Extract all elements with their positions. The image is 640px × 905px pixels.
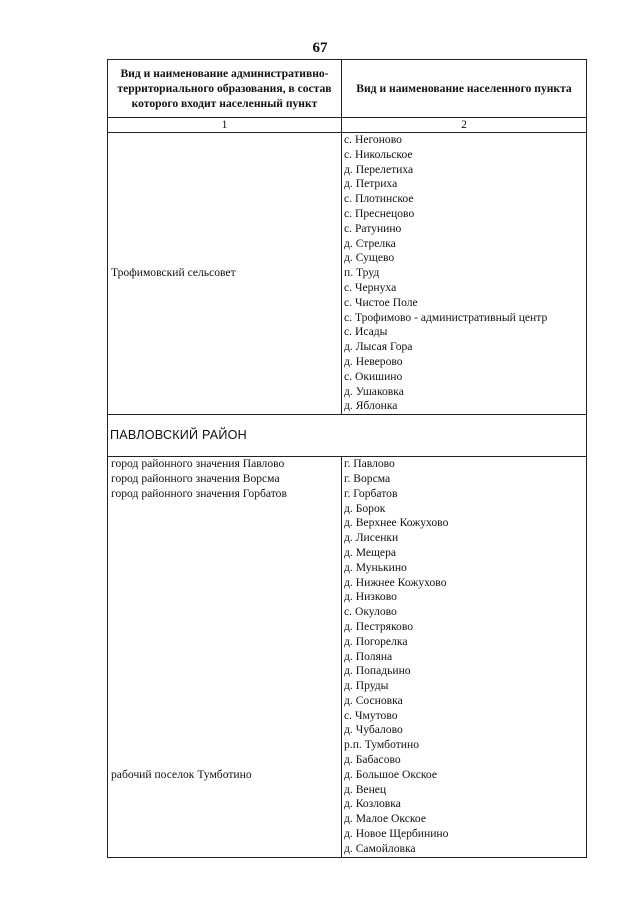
table-header-row xyxy=(108,60,587,118)
admin-unit-trofimovsky: Трофимовский сельсовет xyxy=(108,133,342,415)
list-item: п. Труд xyxy=(344,266,380,280)
settlement-list-trofimovsky xyxy=(342,133,587,415)
list-item: с. Исады xyxy=(344,325,388,339)
list-item: д. Лисенки xyxy=(344,531,399,545)
admin-unit: город районного значения Павлово xyxy=(111,457,285,471)
list-item: д. Неверово xyxy=(344,354,403,368)
list-item: д. Верхнее Кожухово xyxy=(344,516,449,530)
list-item: с. Чистое Поле xyxy=(344,295,418,309)
region-title: ПАВЛОВСКИЙ РАЙОН xyxy=(108,415,587,457)
list-item: д. Большое Окское xyxy=(344,767,437,781)
admin-unit-list-pavlovsky xyxy=(108,457,342,858)
column-number-row xyxy=(108,118,587,133)
settlement-list-pavlovsky xyxy=(342,457,587,858)
column-header-admin-unit: Вид и наименование административно-территориального образования, в состав которого входит населенный пункт xyxy=(108,60,342,118)
admin-unit-tumbotino: рабочий поселок Тумботино xyxy=(111,767,252,781)
list-item: д. Ушаковка xyxy=(344,384,404,398)
list-item: д. Погорелка xyxy=(344,634,408,648)
list-item: д. Нижнее Кожухово xyxy=(344,575,447,589)
list-item: д. Сосновка xyxy=(344,693,403,707)
admin-unit: город районного значения Ворсма xyxy=(111,471,280,485)
list-item: с. Окулово xyxy=(344,605,397,619)
table-row-pavlovsky xyxy=(108,457,587,858)
list-item: д. Попадьино xyxy=(344,664,411,678)
table-row-region-title xyxy=(108,415,587,457)
list-item: д. Мунькино xyxy=(344,560,407,574)
list-item: д. Борок xyxy=(344,501,386,515)
list-item: с. Никольское xyxy=(344,147,413,161)
list-item: г. Ворсма xyxy=(344,471,391,485)
list-item: д. Перелетиха xyxy=(344,162,414,176)
table-row-trofimovsky xyxy=(108,133,587,415)
list-item: с. Ратунино xyxy=(344,221,402,235)
list-item: д. Малое Окское xyxy=(344,812,427,826)
list-item: с. Чмутово xyxy=(344,708,398,722)
list-item: д. Низково xyxy=(344,590,397,604)
admin-unit: город районного значения Горбатов xyxy=(111,486,287,500)
page-number: 67 xyxy=(312,40,328,56)
settlements-table xyxy=(107,59,587,858)
list-item: д. Бабасово xyxy=(344,753,401,767)
list-item: д. Чубалово xyxy=(344,723,403,737)
list-item: г. Павлово xyxy=(344,457,395,471)
list-item: д. Пруды xyxy=(344,679,389,693)
list-item: д. Поляна xyxy=(344,649,393,663)
column-number-2: 2 xyxy=(342,118,587,133)
list-item: д. Мещера xyxy=(344,545,397,559)
list-item: д. Самойловка xyxy=(344,841,416,855)
list-item: д. Пестряково xyxy=(344,619,414,633)
list-item: с. Преснецово xyxy=(344,206,415,220)
list-item: с. Чернуха xyxy=(344,280,397,294)
column-header-settlement: Вид и наименование населенного пункта xyxy=(342,60,587,118)
list-item: д. Лысая Гора xyxy=(344,340,413,354)
list-item: д. Яблонка xyxy=(344,399,398,413)
list-item: д. Петриха xyxy=(344,177,398,191)
list-item: д. Стрелка xyxy=(344,236,396,250)
list-item: с. Окишино xyxy=(344,369,403,383)
list-item: д. Козловка xyxy=(344,797,401,811)
list-item: с. Трофимово - административный центр xyxy=(344,310,548,324)
list-item: с. Плотинское xyxy=(344,192,414,206)
list-item: р.п. Тумботино xyxy=(344,738,419,752)
list-item: д. Венец xyxy=(344,782,387,796)
list-item: д. Новое Щербинино xyxy=(344,827,449,841)
list-item: д. Сущево xyxy=(344,251,395,265)
column-number-1: 1 xyxy=(108,118,342,133)
list-item: с. Негоново xyxy=(344,133,402,146)
list-item: г. Горбатов xyxy=(344,486,398,500)
